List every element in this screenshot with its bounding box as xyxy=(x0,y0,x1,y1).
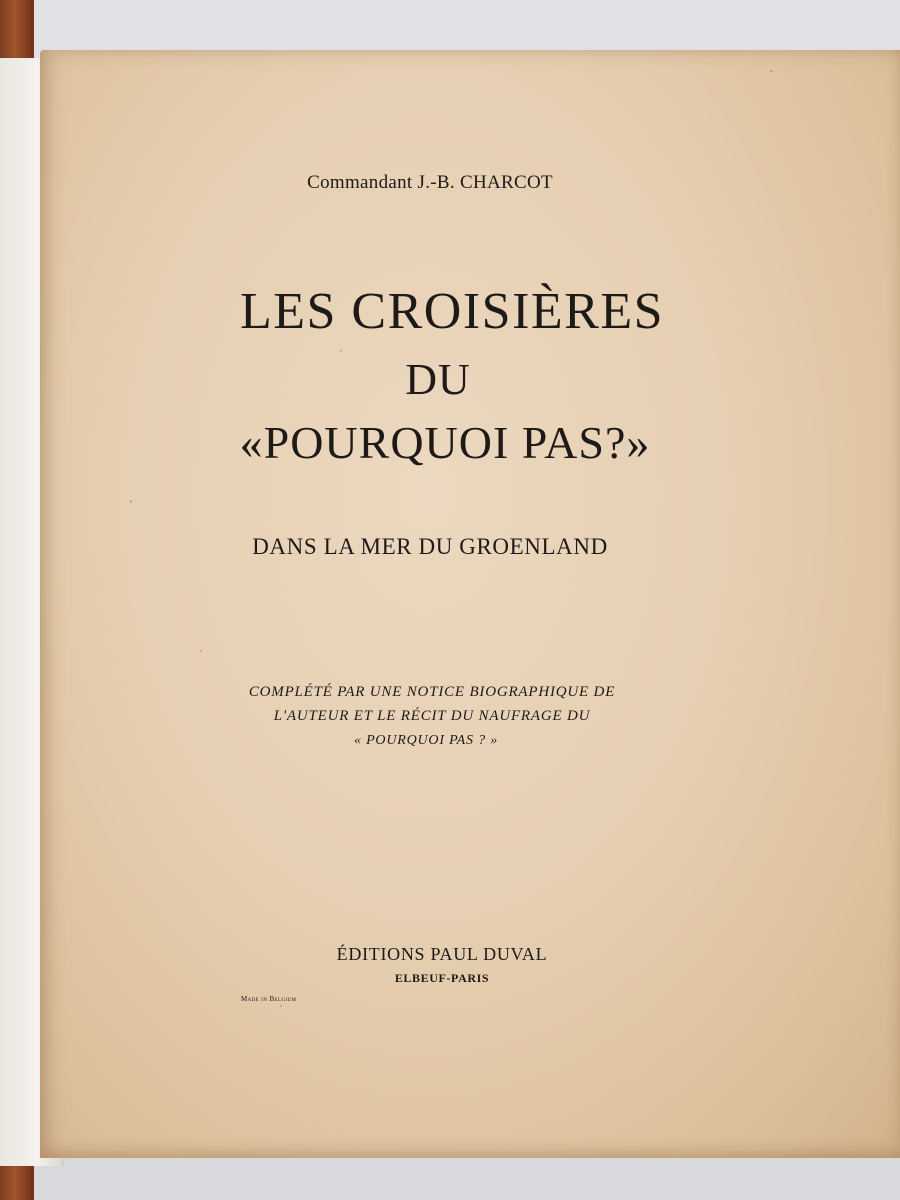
paper-speck xyxy=(130,500,132,503)
paper-speck xyxy=(200,650,202,652)
paper-speck xyxy=(340,350,342,352)
title-line-3: «POURQUOI PAS?» xyxy=(239,417,651,468)
paper-speck xyxy=(770,70,773,72)
note-line-2: L'AUTEUR ET LE RÉCIT DU NAUFRAGE DU xyxy=(273,708,591,724)
note-line-1: COMPLÉTÉ PAR UNE NOTICE BIOGRAPHIQUE DE xyxy=(248,684,616,700)
publisher: ÉDITIONS PAUL DUVAL xyxy=(336,944,548,964)
paper-speck xyxy=(280,1005,282,1007)
title-line-2: DU xyxy=(405,355,471,404)
title-page xyxy=(40,50,900,1158)
subtitle: DANS LA MER DU GROENLAND xyxy=(252,534,608,559)
title-line-1: LES CROISIÈRES xyxy=(239,283,665,340)
note-line-3: « POURQUOI PAS ? » xyxy=(353,733,499,748)
publisher-place: ELBEUF-PARIS xyxy=(394,971,490,985)
made-in-label: Made in Belgium xyxy=(241,995,297,1003)
author-line: Commandant J.-B. CHARCOT xyxy=(307,172,553,193)
